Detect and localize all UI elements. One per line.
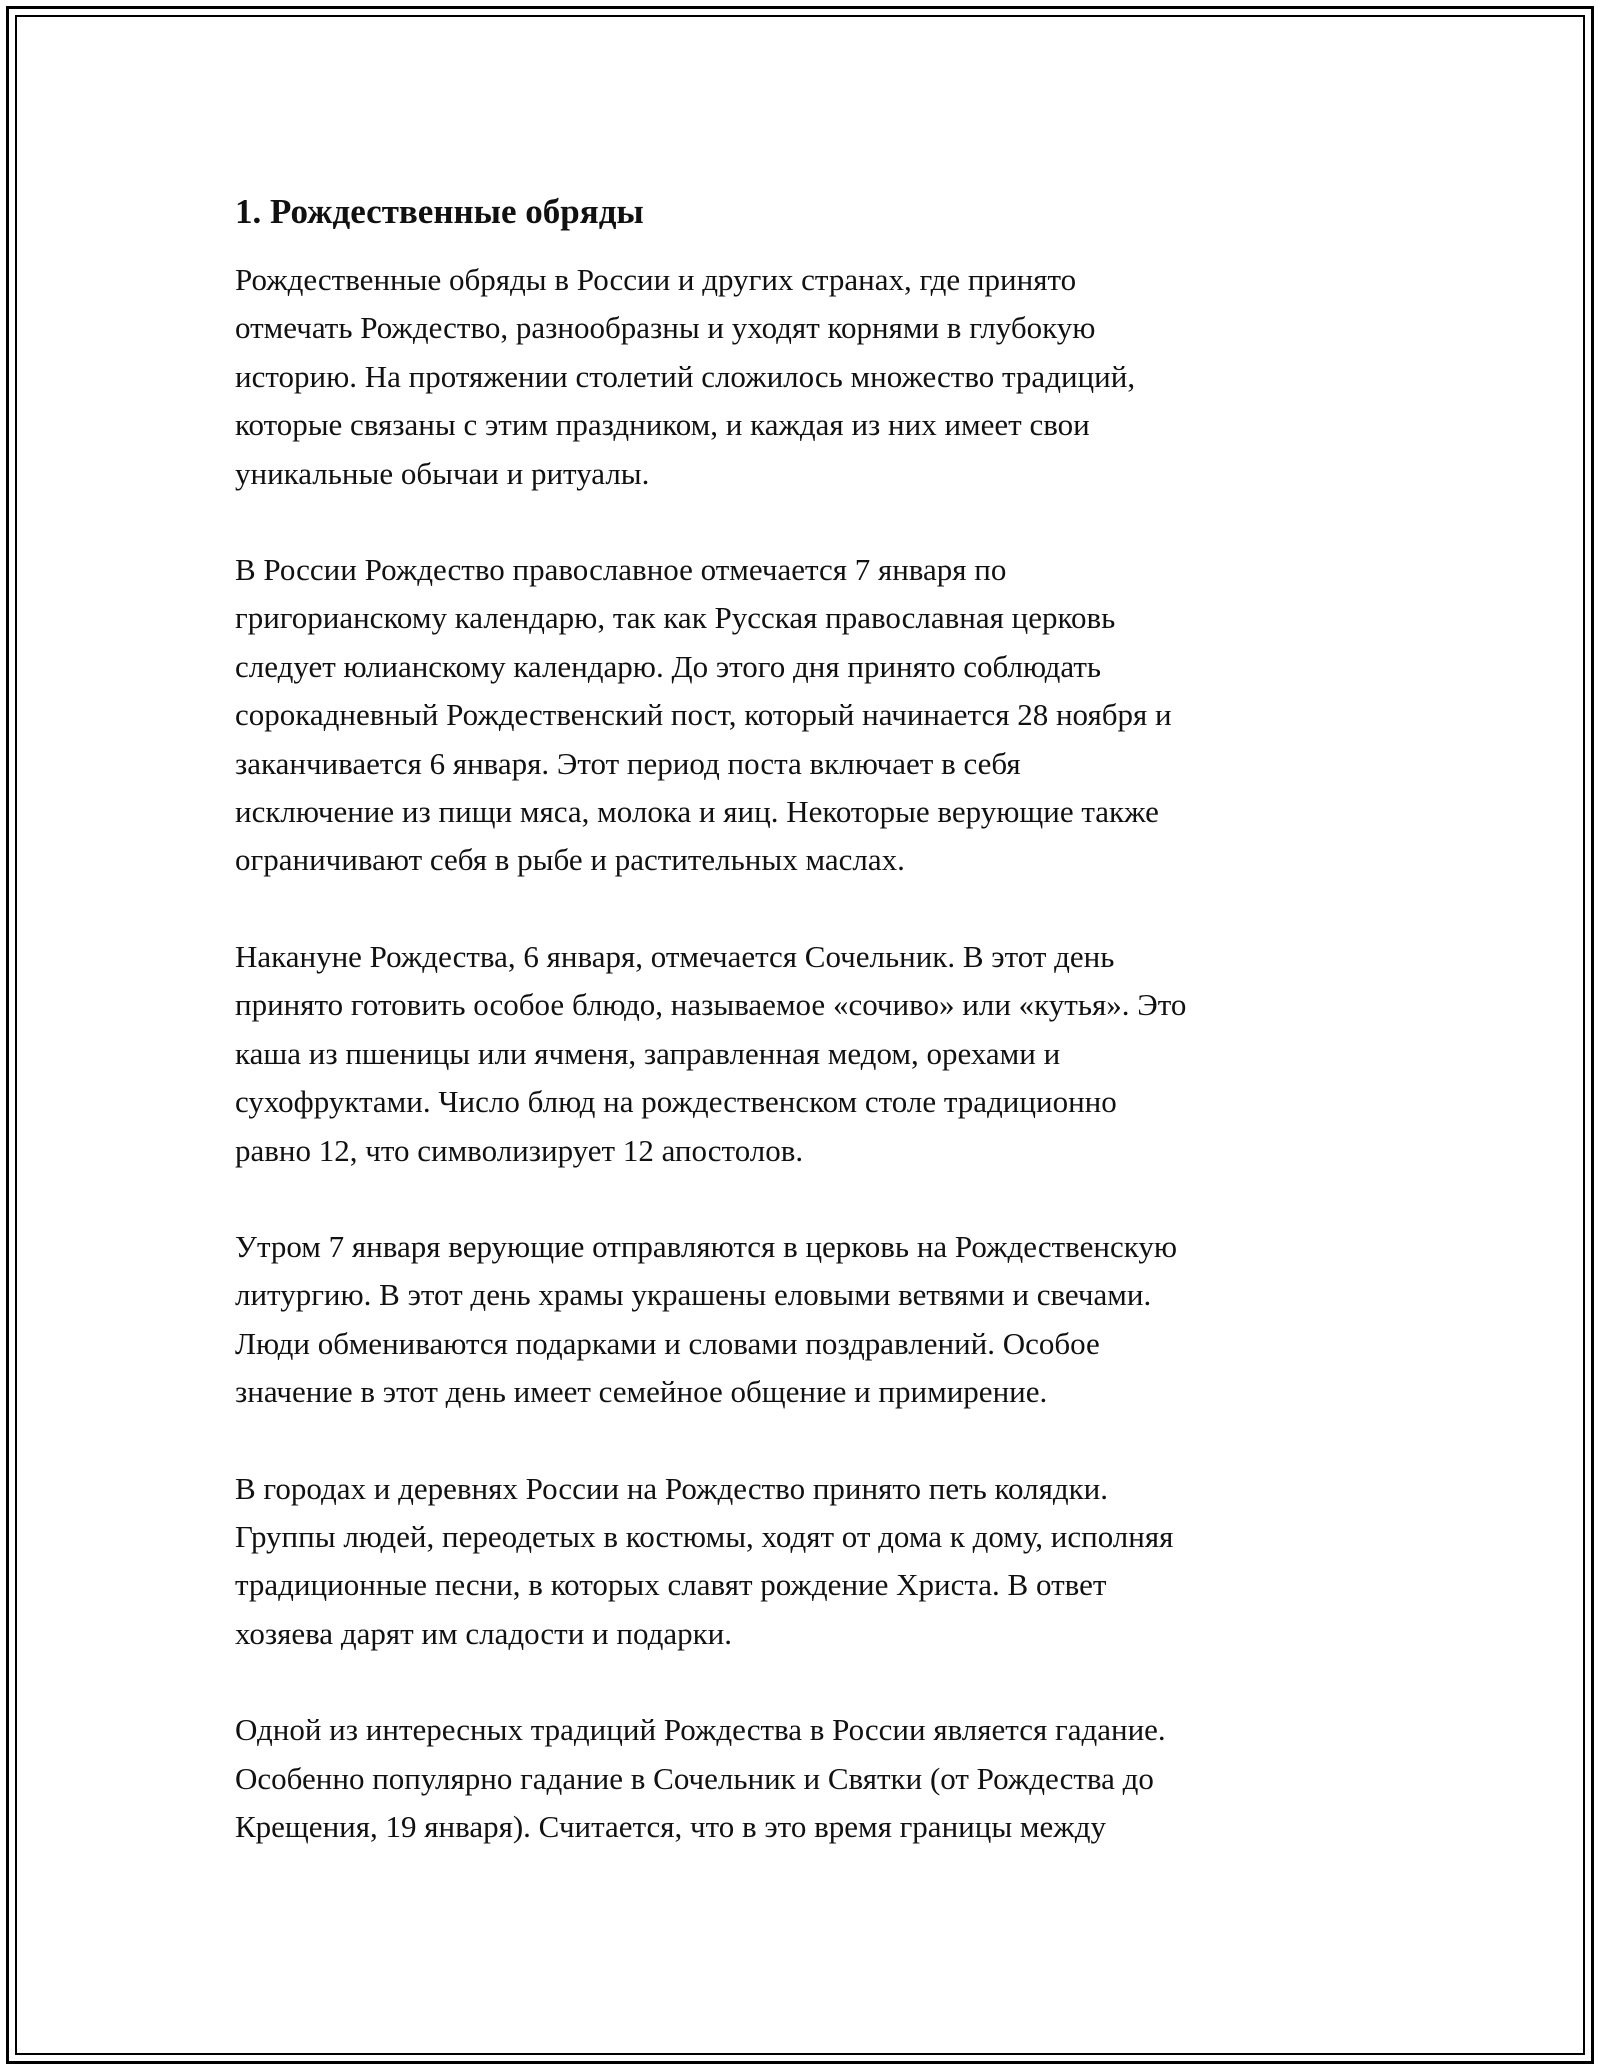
paragraph-4 [235,1223,1375,1417]
text-line: литургию. В этот день храмы украшены еловыми ветвями и свечами. [235,1277,1152,1313]
text-line: Группы людей, переодетых в костюмы, ходят от дома к дому, исполняя [235,1518,1174,1554]
text-line: Люди обмениваются подарками и словами поздравлений. Особое [235,1325,1100,1361]
document-body [235,188,1375,1899]
text-line: Накануне Рождества, 6 января, отмечается Сочельник. В этот день [235,938,1115,974]
text-line: григорианскому календарю, так как Русская православная церковь [235,600,1116,636]
text-line: значение в этот день имеет семейное общение и примирение. [235,1374,1048,1410]
text-line: Одной из интересных традиций Рождества в России является гадание. [235,1712,1166,1748]
text-line: В России Рождество православное отмечается 7 января по [235,552,1007,588]
text-line: сорокадневный Рождественский пост, который начинается 28 ноября и [235,697,1172,733]
text-line: отмечать Рождество, разнообразны и уходят корнями в глубокую [235,310,1096,346]
text-line: каша из пшеницы или ячменя, заправленная медом, орехами и [235,1035,1061,1071]
text-line: Утром 7 января верующие отправляются в церковь на Рождественскую [235,1228,1177,1264]
section-heading: 1. Рождественные обряды [235,192,644,231]
text-line: хозяева дарят им сладости и подарки. [235,1615,733,1651]
text-line: принято готовить особое блюдо, называемое «сочиво» или «кутья». Это [235,987,1187,1023]
paragraph-5 [235,1465,1375,1659]
text-line: которые связаны с этим праздником, и каждая из них имеет свои [235,407,1090,443]
text-line: историю. На протяжении столетий сложилось множество традиций, [235,358,1136,394]
text-line: ограничивают себя в рыбе и растительных маслах. [235,842,905,878]
paragraph-3 [235,933,1375,1175]
paragraph-2 [235,546,1375,885]
text-line: В городах и деревнях России на Рождество принято петь колядки. [235,1470,1108,1506]
paragraph-6 [235,1706,1375,1851]
text-line: традиционные песни, в которых славят рождение Христа. В ответ [235,1567,1107,1603]
text-line: исключение из пищи мяса, молока и яиц. Некоторые верующие также [235,794,1159,830]
text-line: сухофруктами. Число блюд на рождественском столе традиционно [235,1084,1117,1120]
paragraph-1 [235,256,1375,498]
text-line: Особенно популярно гадание в Сочельник и Святки (от Рождества до [235,1760,1154,1796]
text-line: равно 12, что символизирует 12 апостолов. [235,1132,804,1168]
text-line: уникальные обычаи и ритуалы. [235,455,650,491]
text-line: заканчивается 6 января. Этот период поста включает в себя [235,745,1021,781]
text-line: следует юлианскому календарю. До этого дня принято соблюдать [235,648,1102,684]
text-line: Рождественные обряды в России и других странах, где принято [235,262,1077,297]
text-line: Крещения, 19 января). Считается, что в это время границы между [235,1808,1106,1844]
